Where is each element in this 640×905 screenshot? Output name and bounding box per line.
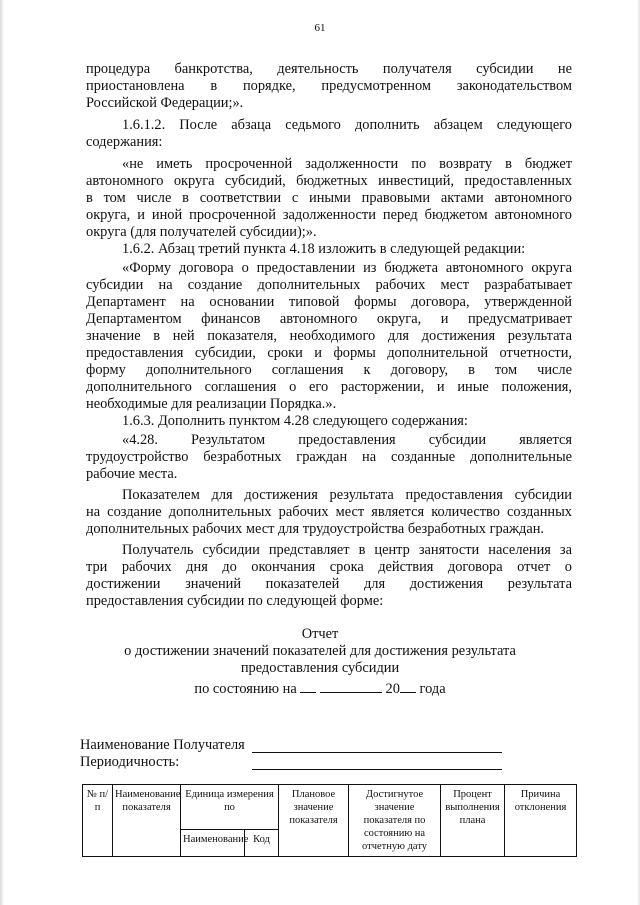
text-line: автономного округа субсидий, бюджетных инвестиций, предоставленных [86,173,572,189]
text-line: округа, и иной просроченной задолженности перед бюджетом автономного [86,207,572,223]
text-line: форму дополнительного соглашения к договору, в том числе [86,362,572,378]
text-line: округа (для получателей субсидии);». [86,224,317,240]
text-line: содержания: [86,134,163,150]
text-line: Департамент на основании типовой формы договора, утвержденной [86,294,572,310]
text-line: рабочие места. [86,466,178,482]
report-title: Отчет [301,626,339,642]
text-line: 1.6.3. Дополнить пунктом 4.28 следующего содержания: [122,413,468,429]
date-year-blank[interactable] [400,679,416,693]
periodicity-field[interactable] [252,769,502,770]
text-line: приостановлена в порядке, предусмотренном законодательством [86,78,572,94]
periodicity-label: Периодичность: [80,754,180,770]
header-unit-code: Код [245,829,279,856]
text-line: дополнительных рабочих мест для трудоустройства безработных граждан. [86,521,545,537]
scan-edge-left [0,0,4,905]
text-line: на создание дополнительных рабочих мест является количество созданных [86,504,572,520]
text-line: предоставления субсидии, сроки и формы дополнительной отчетности, [86,345,572,361]
text-line: Показателем для достижения результата предоставления субсидии [122,487,572,503]
header-indicator-name: Наименование показателя [113,785,181,857]
header-unit: Единица измерения по [181,785,279,830]
text-line: трудоустройство безработных граждан на созданные дополнительные [86,449,572,465]
text-line: 1.6.1.2. После абзаца седьмого дополнить абзацем следующего [122,117,572,133]
text-line: Департаментом финансов автономного округа, и предусматривает [86,311,572,327]
header-unit-name: Наименование [181,829,245,856]
text-line: достижении значений показателей для достижения результата [86,576,572,592]
report-subtitle: о достижении значений показателей для достижения результата [124,643,516,659]
date-month-blank[interactable] [320,679,382,693]
page-number: 61 [314,22,326,34]
text-line: значение в ней показателя, необходимого для достижения результата [86,328,572,344]
text-line: необходимые для реализации Порядка.». [86,396,337,412]
text-line: предоставления субсидии по следующей форме: [86,593,384,609]
text-line: Получатель субсидии представляет в центр занятости населения за [122,542,572,558]
date-suffix: года [419,681,446,697]
table-header-row [83,785,577,830]
date-prefix: по состоянию на [194,681,297,697]
report-table [82,784,577,857]
header-planned-value: Плановое значение показателя [279,785,349,857]
text-line: три рабочих дня до окончания срока действия договора отчет о [86,559,572,575]
text-line: 1.6.2. Абзац третий пункта 4.18 изложить в следующей редакции: [122,241,526,257]
header-number: № п/п [83,785,113,857]
report-date-line [0,679,640,698]
header-percent-done: Процент выполнения плана [441,785,505,857]
text-line: процедура банкротства, деятельность получателя субсидии не [86,61,572,77]
recipient-label: Наименование Получателя [80,737,245,753]
date-year: 20 [385,681,400,697]
text-line: в том числе в соответствии с иными правовыми актами автономного [86,190,572,206]
recipient-field[interactable] [252,752,502,753]
text-line: дополнительного соглашения о его расторжении, и иные положения, [86,379,572,395]
header-deviation-reason: Причина отклонения [505,785,577,857]
text-line: «4.28. Результатом предоставления субсидии является [122,432,572,448]
report-subtitle: предоставления субсидии [240,660,400,676]
text-line: «не иметь просроченной задолженности по возврату в бюджет [122,156,572,172]
date-day-blank[interactable] [300,679,316,693]
header-achieved-value: Достигнутое значение показателя по состоянию на отчетную дату [349,785,441,857]
text-line: субсидии на создание дополнительных рабочих мест разрабатывает [86,277,572,293]
text-line: «Форму договора о предоставлении из бюджета автономного округа [122,260,572,276]
text-line: Российской Федерации;». [86,95,244,111]
